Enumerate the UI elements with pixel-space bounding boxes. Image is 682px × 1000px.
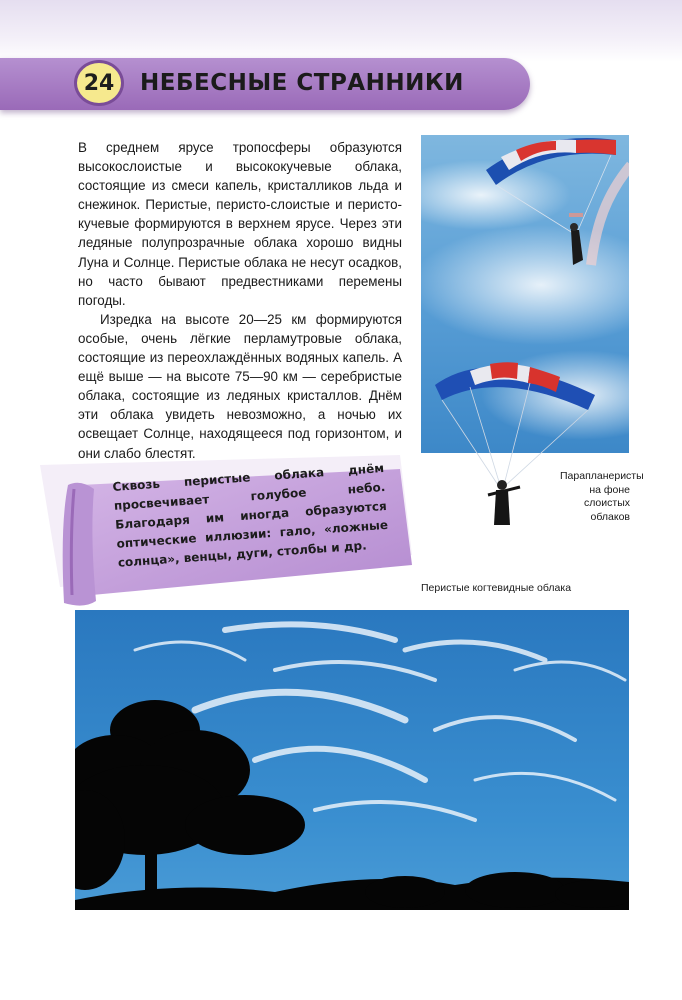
- cirrus-caption: Перистые когтевидные облака: [421, 582, 572, 594]
- chapter-number-badge: 24: [74, 60, 124, 106]
- paragliders-caption: Парапланеристы на фоне слоистых облаков: [560, 470, 644, 523]
- paragraph-1: В среднем ярусе тропосферы образуются высокослоистые и высококучевые облака, состоящие из смеси капель, кристалликов льда и снежинок. Перистые, перисто-слоистые и перисто-кучевые формируются в верхнем ярусе. Через эти ледяные полупрозрачные облака хорошо видны Луна и Солнце. Перистые облака не несут осадков, но часто бывают предвестниками перемены погоды.: [78, 140, 402, 308]
- cirrus-clouds-photo: [75, 610, 629, 910]
- callout-text: Сквозь перистые облака днём просвечивает голубое небо. Благодаря им иногда образуются оптические иллюзии: гало, «ложные солнца», венцы, дуги, столбы и др.: [112, 461, 389, 570]
- chapter-title: НЕБЕСНЫЕ СТРАННИКИ: [140, 70, 464, 96]
- paragraph-2: Изредка на высоте 20—25 км формируются особые, очень лёгкие перламутровые облака, состоящие из переохлаждённых водяных капель. А ещё выше — на высоте 75—90 км — серебристые облака, состоящие из ледяных кристаллов. Днём эти облака увидеть невозможно, а ночью их освещает Солнце, находящееся под горизонтом, и они слабо блестят.: [78, 311, 402, 461]
- article-body: [78, 138, 402, 463]
- header-background: [0, 0, 682, 62]
